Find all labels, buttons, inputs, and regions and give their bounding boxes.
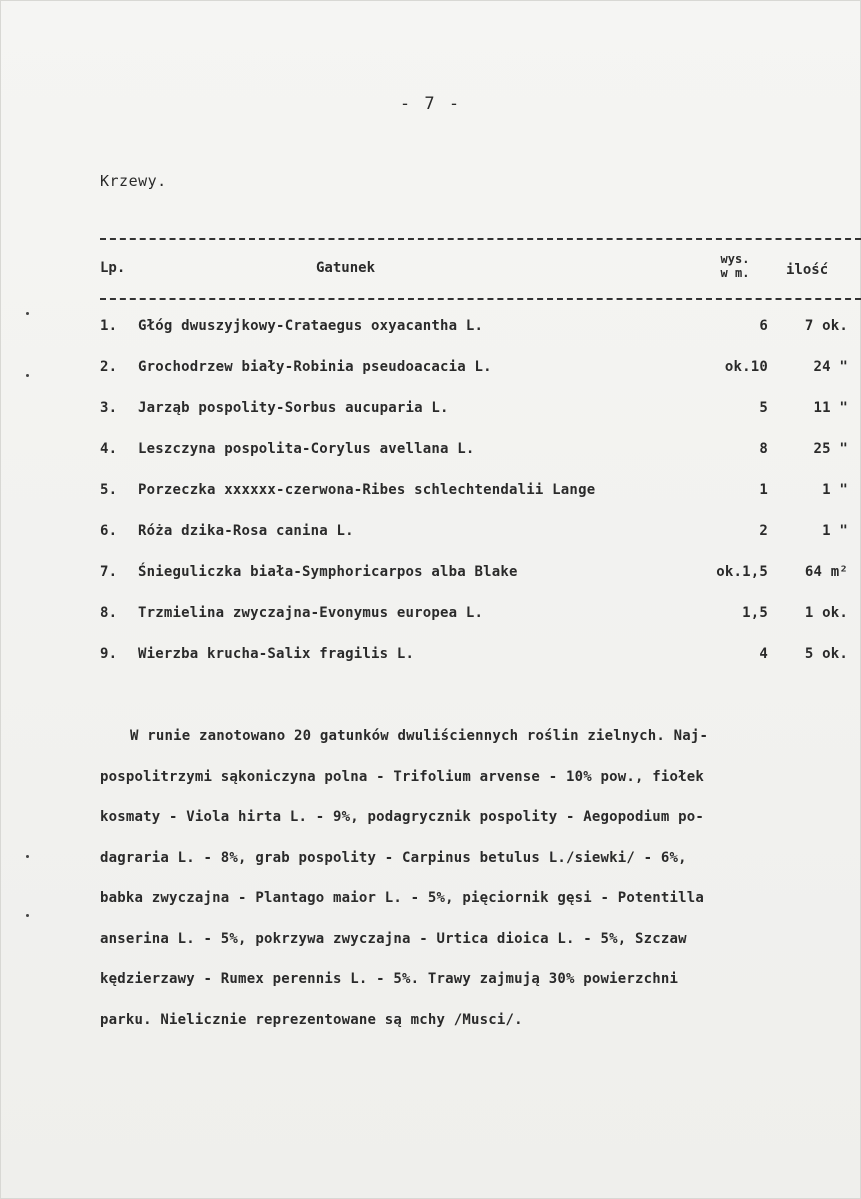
- species-name: Wierzba krucha-Salix fragilis L.: [138, 646, 415, 662]
- species-name: Głóg dwuszyjkowy-Crataegus oxyacantha L.: [138, 318, 484, 334]
- row-number: 8.: [100, 605, 118, 621]
- page-number: - 7 -: [399, 94, 462, 114]
- count-value: 7 ok.: [804, 318, 848, 334]
- height-value: 8: [759, 441, 768, 457]
- species-name: Trzmielina zwyczajna-Evonymus europea L.: [138, 605, 484, 621]
- column-header-ilosc: ilość: [786, 262, 829, 278]
- row-number: 2.: [100, 359, 118, 375]
- row-number: 9.: [100, 646, 118, 662]
- row-number: 4.: [100, 441, 118, 457]
- table-row: [0, 564, 861, 605]
- count-value: 24 ": [813, 359, 848, 375]
- row-number: 5.: [100, 482, 118, 498]
- table-body: [0, 318, 861, 687]
- punch-mark: [26, 855, 29, 858]
- column-header-gatunek: Gatunek: [316, 260, 376, 276]
- table-row: [0, 441, 861, 482]
- height-value: 1: [759, 482, 768, 498]
- row-number: 3.: [100, 400, 118, 416]
- row-number: 1.: [100, 318, 118, 334]
- species-name: Grochodrzew biały-Robinia pseudoacacia L.: [138, 359, 492, 375]
- count-value: 11 ": [813, 400, 848, 416]
- section-title: Krzewy.: [100, 172, 167, 190]
- paragraph-line: pospolitrzymi sąkoniczyna polna - Trifolium arvense - 10% pow., fiołek: [100, 768, 705, 785]
- species-name: Śnieguliczka biała-Symphoricarpos alba Blake: [138, 564, 518, 580]
- species-name: Jarząb pospolity-Sorbus aucuparia L.: [138, 400, 449, 416]
- count-value: 1 ": [822, 482, 848, 498]
- height-value: ok.1,5: [716, 564, 768, 580]
- height-value: 2: [759, 523, 768, 539]
- table-header-rule: [100, 298, 861, 300]
- body-paragraph: [100, 716, 830, 1040]
- paragraph-line: W runie zanotowano 20 gatunków dwuliściennych roślin zielnych. Naj-: [130, 728, 709, 744]
- table-top-rule: [100, 238, 861, 240]
- row-number: 7.: [100, 564, 118, 580]
- column-header-wys-line1: wys.: [720, 252, 750, 266]
- punch-mark: [26, 914, 29, 917]
- row-number: 6.: [100, 523, 118, 539]
- species-name: Leszczyna pospolita-Corylus avellana L.: [138, 441, 475, 457]
- table-row: [0, 400, 861, 441]
- species-name: Porzeczka xxxxxx-czerwona-Ribes schlechtendalii Lange: [138, 482, 596, 498]
- height-value: 4: [759, 646, 768, 662]
- table-row: [0, 318, 861, 359]
- height-value: ok.10: [724, 359, 768, 375]
- column-header-wys: [712, 252, 758, 280]
- table-row: [0, 359, 861, 400]
- paragraph-line: parku. Nielicznie reprezentowane są mchy /Musci/.: [100, 1011, 523, 1028]
- count-value: 1 ": [822, 523, 848, 539]
- paragraph-line: kędzierzawy - Rumex perennis L. - 5%. Trawy zajmują 30% powierzchni: [100, 971, 679, 987]
- species-name: Róża dzika-Rosa canina L.: [138, 523, 354, 539]
- count-value: 64 m²: [804, 564, 848, 580]
- punch-mark: [26, 374, 29, 377]
- paragraph-line: babka zwyczajna - Plantago maior L. - 5%, pięciornik gęsi - Potentilla: [100, 890, 705, 906]
- table-row: [0, 605, 861, 646]
- count-value: 1 ok.: [804, 605, 848, 621]
- table-row: [0, 646, 861, 687]
- paragraph-line: anserina L. - 5%, pokrzywa zwyczajna - Urtica dioica L. - 5%, Szczaw: [100, 930, 687, 947]
- height-value: 5: [759, 400, 768, 416]
- column-header-wys-line2: w m.: [720, 266, 750, 280]
- height-value: 1,5: [742, 605, 768, 621]
- height-value: 6: [759, 318, 768, 334]
- count-value: 5 ok.: [804, 646, 848, 662]
- paragraph-line: dagraria L. - 8%, grab pospolity - Carpinus betulus L./siewki/ - 6%,: [100, 849, 687, 866]
- paragraph-line: kosmaty - Viola hirta L. - 9%, podagrycznik pospolity - Aegopodium po-: [100, 809, 705, 825]
- table-row: [0, 523, 861, 564]
- count-value: 25 ": [813, 441, 848, 457]
- punch-mark: [26, 312, 29, 315]
- column-header-lp: Lp.: [100, 260, 126, 276]
- table-row: [0, 482, 861, 523]
